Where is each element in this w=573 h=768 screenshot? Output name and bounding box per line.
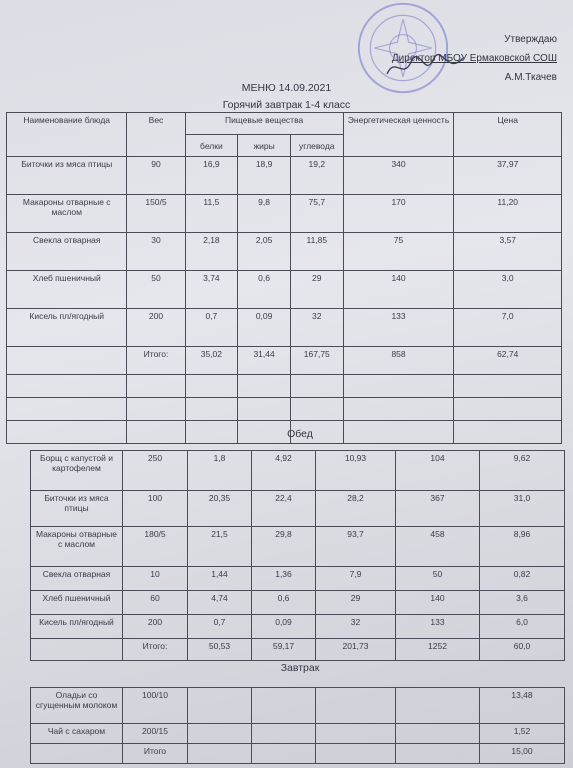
- total-protein: 35,02: [185, 347, 238, 375]
- dish-fat: 4,92: [252, 451, 316, 491]
- dish-name: Кисель пл/ягодный: [7, 309, 127, 347]
- empty-cell: [252, 688, 316, 724]
- dish-weight: 50: [127, 271, 185, 309]
- dish-price: 3,6: [480, 591, 565, 615]
- dish-price: 8,96: [480, 527, 565, 567]
- dish-weight: 100: [123, 491, 188, 527]
- table-row: [31, 591, 565, 615]
- menu-subtitle: Горячий завтрак 1-4 класс: [222, 99, 351, 111]
- dish-price: 3,57: [454, 233, 562, 271]
- empty-cell: [188, 688, 252, 724]
- dish-protein: 16,9: [185, 157, 238, 195]
- dish-protein: 21,5: [188, 527, 252, 567]
- table-row: [7, 195, 562, 233]
- dish-weight: 200: [123, 615, 188, 639]
- table-row: [31, 688, 565, 724]
- menu-title-block: [0, 80, 573, 114]
- dish-price: 7,0: [454, 309, 562, 347]
- header-row: [7, 113, 562, 135]
- dish-energy: 75: [343, 233, 454, 271]
- dish-fat: 0,6: [238, 271, 291, 309]
- dish-name: Свекла отварная: [7, 233, 127, 271]
- dish-name: Хлеб пшеничный: [7, 271, 127, 309]
- breakfast-table: [6, 112, 562, 444]
- empty-cell: [316, 724, 396, 744]
- dish-weight: 30: [127, 233, 185, 271]
- dish-carbs: 29: [316, 591, 396, 615]
- approve-label: Утверждаю: [504, 34, 557, 45]
- table-row: [31, 451, 565, 491]
- total-label: Итого:: [123, 639, 188, 661]
- table-row: [7, 233, 562, 271]
- dish-protein: 0,7: [185, 309, 238, 347]
- dish-energy: 140: [396, 591, 480, 615]
- total-price: 62,74: [454, 347, 562, 375]
- dish-name: Хлеб пшеничный: [31, 591, 123, 615]
- extra-breakfast-title: Завтрак: [280, 662, 320, 674]
- dish-protein: 0,7: [188, 615, 252, 639]
- total-carbs: 167,75: [290, 347, 343, 375]
- dish-carbs: 10,93: [316, 451, 396, 491]
- dish-fat: 2,05: [238, 233, 291, 271]
- dish-energy: 50: [396, 567, 480, 591]
- dish-energy: 170: [343, 195, 454, 233]
- empty-cell: [316, 688, 396, 724]
- col-price: Цена: [454, 113, 562, 157]
- col-carbs: углевода: [290, 135, 343, 157]
- director-line: Директор МБОУ Ермаковской СОШ: [391, 53, 557, 64]
- dish-protein: 11,5: [185, 195, 238, 233]
- empty-row: [7, 375, 562, 398]
- total-energy: 858: [343, 347, 454, 375]
- col-protein: белки: [185, 135, 238, 157]
- dish-name: Биточки из мяса птицы: [7, 157, 127, 195]
- dish-fat: 1,36: [252, 567, 316, 591]
- total-label: Итого: [123, 744, 188, 764]
- dish-protein: 3,74: [185, 271, 238, 309]
- dish-weight: 200/15: [123, 724, 188, 744]
- empty-row: [7, 398, 562, 421]
- col-weight: Вес: [127, 113, 185, 157]
- dish-carbs: 75,7: [290, 195, 343, 233]
- table-row: [31, 491, 565, 527]
- dish-name: Чай с сахаром: [31, 724, 123, 744]
- approval-block: [297, 30, 557, 87]
- dish-fat: 0,6: [252, 591, 316, 615]
- dish-weight: 150/5: [127, 195, 185, 233]
- total-label: Итого:: [127, 347, 185, 375]
- empty-cell: [252, 724, 316, 744]
- dish-name: Биточки из мяса птицы: [31, 491, 123, 527]
- empty-cell: [396, 688, 480, 724]
- table-row: [7, 309, 562, 347]
- dish-energy: 133: [396, 615, 480, 639]
- dish-energy: 140: [343, 271, 454, 309]
- dish-protein: 1,44: [188, 567, 252, 591]
- dish-price: 13,48: [480, 688, 565, 724]
- col-nutrients: Пищевые вещества: [185, 113, 343, 135]
- dish-protein: 20,35: [188, 491, 252, 527]
- dish-carbs: 32: [290, 309, 343, 347]
- dish-name: Кисель пл/ягодный: [31, 615, 123, 639]
- dish-weight: 250: [123, 451, 188, 491]
- dish-weight: 100/10: [123, 688, 188, 724]
- dish-fat: 9,8: [238, 195, 291, 233]
- dish-fat: 0,09: [238, 309, 291, 347]
- dish-energy: 340: [343, 157, 454, 195]
- lunch-table: [30, 450, 565, 661]
- dish-fat: 18,9: [238, 157, 291, 195]
- dish-weight: 180/5: [123, 527, 188, 567]
- dish-weight: 10: [123, 567, 188, 591]
- total-carbs: 201,73: [316, 639, 396, 661]
- total-row: [7, 347, 562, 375]
- total-fat: 59,17: [252, 639, 316, 661]
- total-energy: 1252: [396, 639, 480, 661]
- dish-price: 37,97: [454, 157, 562, 195]
- dish-energy: 458: [396, 527, 480, 567]
- dish-carbs: 29: [290, 271, 343, 309]
- dish-name: Оладьи со сгущенным молоком: [31, 688, 123, 724]
- dish-carbs: 11,85: [290, 233, 343, 271]
- dish-name: Борщ с капустой и картофелем: [31, 451, 123, 491]
- dish-name: Свекла отварная: [31, 567, 123, 591]
- dish-price: 11,20: [454, 195, 562, 233]
- dish-carbs: 32: [316, 615, 396, 639]
- table-row: [31, 527, 565, 567]
- dish-fat: 22,4: [252, 491, 316, 527]
- total-fat: 31,44: [238, 347, 291, 375]
- dish-carbs: 19,2: [290, 157, 343, 195]
- dish-name: Макароны отварные с маслом: [31, 527, 123, 567]
- col-dish: Наименование блюда: [7, 113, 127, 157]
- empty-cell: [188, 724, 252, 744]
- dish-carbs: 7,9: [316, 567, 396, 591]
- dish-weight: 60: [123, 591, 188, 615]
- dish-carbs: 28,2: [316, 491, 396, 527]
- total-price: 60,0: [480, 639, 565, 661]
- col-energy: Энергетическая ценность: [343, 113, 454, 157]
- dish-price: 6,0: [480, 615, 565, 639]
- table-row: [7, 271, 562, 309]
- menu-date: МЕНЮ 14.09.2021: [241, 82, 332, 94]
- dish-weight: 200: [127, 309, 185, 347]
- total-protein: 50,53: [188, 639, 252, 661]
- dish-fat: 29,8: [252, 527, 316, 567]
- table-row: [31, 567, 565, 591]
- dish-name: Макароны отварные с маслом: [7, 195, 127, 233]
- table-row: [7, 157, 562, 195]
- dish-price: 0,82: [480, 567, 565, 591]
- table-row: [31, 615, 565, 639]
- extra-breakfast-table: [30, 687, 565, 764]
- dish-protein: 4,74: [188, 591, 252, 615]
- total-price: 15,00: [480, 744, 565, 764]
- dish-price: 3,0: [454, 271, 562, 309]
- col-fat: жиры: [238, 135, 291, 157]
- dish-energy: 133: [343, 309, 454, 347]
- dish-weight: 90: [127, 157, 185, 195]
- lunch-title: Обед: [287, 428, 313, 440]
- dish-energy: 104: [396, 451, 480, 491]
- dish-price: 31,0: [480, 491, 565, 527]
- total-row: [31, 744, 565, 764]
- empty-cell: [396, 724, 480, 744]
- dish-price: 9,62: [480, 451, 565, 491]
- total-row: [31, 639, 565, 661]
- dish-protein: 1,8: [188, 451, 252, 491]
- table-row: [31, 724, 565, 744]
- dish-fat: 0,09: [252, 615, 316, 639]
- dish-protein: 2,18: [185, 233, 238, 271]
- dish-energy: 367: [396, 491, 480, 527]
- dish-price: 1,52: [480, 724, 565, 744]
- dish-carbs: 93,7: [316, 527, 396, 567]
- director-name: А.М.Ткачев: [504, 72, 557, 83]
